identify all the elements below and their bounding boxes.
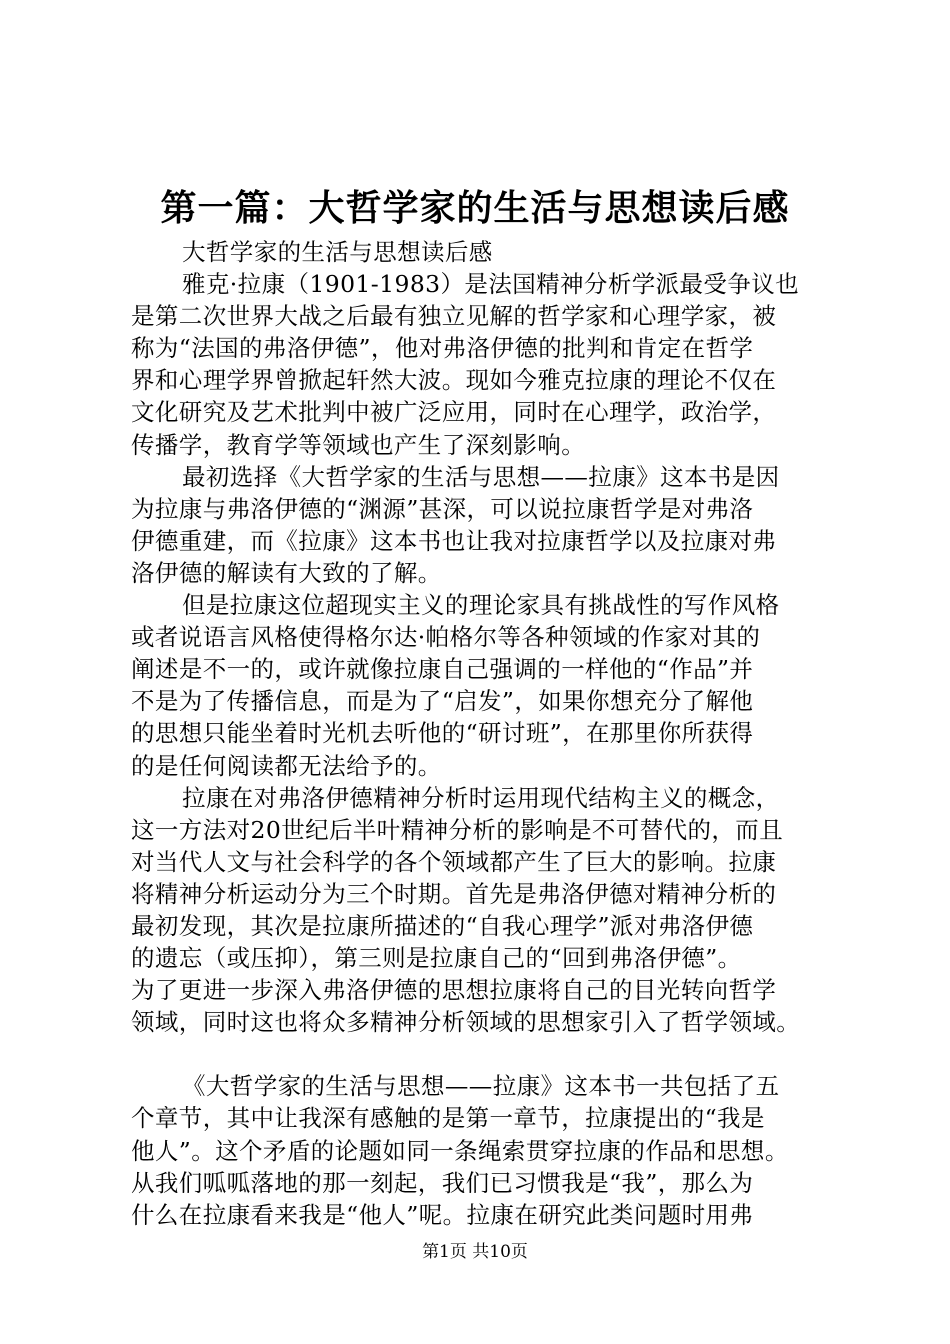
text-line: 他人”。这个矛盾的论题如同一条绳索贯穿拉康的作品和思想。 (131, 1136, 789, 1165)
text-line: 阐述是不一的，或许就像拉康自己强调的一样他的“作品”并 (131, 655, 754, 684)
text-line: 最初选择《大哲学家的生活与思想——拉康》这本书是因 (182, 462, 780, 491)
paragraph-3 (131, 589, 831, 782)
paragraph-4 (131, 782, 831, 1039)
page-footer: 第1页 共10页 (422, 1242, 528, 1262)
subtitle-line: 大哲学家的生活与思想读后感 (182, 238, 493, 266)
paragraph-spacer (131, 1038, 831, 1070)
text-line: 或者说语言风格使得格尔达·帕格尔等各种领域的作家对其的 (131, 623, 761, 652)
text-line: 洛伊德的解读有大致的了解。 (131, 558, 442, 587)
text-line: 不是为了传播信息，而是为了“启发”，如果你想充分了解他 (131, 687, 754, 716)
text-line: 《大哲学家的生活与思想——拉康》这本书一共包括了五 (182, 1072, 780, 1101)
text-line: 从我们呱呱落地的那一刻起，我们已习惯我是“我”，那么为 (131, 1168, 754, 1197)
text-line: 的是任何阅读都无法给予的。 (131, 751, 442, 780)
text-line: 称为“法国的弗洛伊德”，他对弗洛伊德的批判和肯定在哲学 (131, 334, 754, 363)
text-line: 为拉康与弗洛伊德的“渊源”甚深，可以说拉康哲学是对弗洛 (131, 494, 754, 523)
text-line: 是第二次世界大战之后最有独立见解的哲学家和心理学家，被 (131, 302, 777, 331)
text-line: 什么在拉康看来我是“他人”呢。拉康在研究此类问题时用弗 (131, 1200, 754, 1229)
paragraph-5 (131, 1070, 831, 1230)
text-line: 对当代人文与社会科学的各个领域都产生了巨大的影响。拉康 (131, 847, 777, 876)
text-line: 传播学，教育学等领域也产生了深刻影响。 (131, 430, 586, 459)
paragraph-2 (131, 461, 831, 589)
text-line: 拉康在对弗洛伊德精神分析时运用现代结构主义的概念， (182, 783, 780, 812)
text-line: 但是拉康这位超现实主义的理论家具有挑战性的写作风格 (182, 591, 780, 620)
page-title: 第一篇：大哲学家的生活与思想读后感 (160, 188, 790, 229)
text-line: 这一方法对20世纪后半叶精神分析的影响是不可替代的，而且 (131, 815, 784, 844)
text-line: 最初发现，其次是拉康所描述的“自我心理学”派对弗洛伊德 (131, 911, 754, 940)
text-line: 界和心理学界曾掀起轩然大波。现如今雅克拉康的理论不仅在 (131, 366, 777, 395)
text-line: 的思想只能坐着时光机去听他的“研讨班”，在那里你所获得 (131, 719, 754, 748)
paragraph-1 (131, 268, 831, 461)
text-line: 伊德重建，而《拉康》这本书也让我对拉康哲学以及拉康对弗 (131, 526, 777, 555)
document-body (131, 236, 831, 1231)
text-line: 领域，同时这也将众多精神分析领域的思想家引入了哲学领域。 (131, 1008, 801, 1037)
text-line: 为了更进一步深入弗洛伊德的思想拉康将自己的目光转向哲学 (131, 976, 777, 1005)
text-line: 雅克·拉康（1901-1983）是法国精神分析学派最受争议也 (182, 270, 800, 299)
text-line: 个章节，其中让我深有感触的是第一章节，拉康提出的“我是 (131, 1104, 765, 1133)
text-line: 的遗忘（或压抑），第三则是拉康自己的“回到弗洛伊德”。 (131, 944, 742, 973)
text-line: 文化研究及艺术批判中被广泛应用，同时在心理学，政治学， (131, 398, 777, 427)
text-line: 将精神分析运动分为三个时期。首先是弗洛伊德对精神分析的 (131, 879, 777, 908)
